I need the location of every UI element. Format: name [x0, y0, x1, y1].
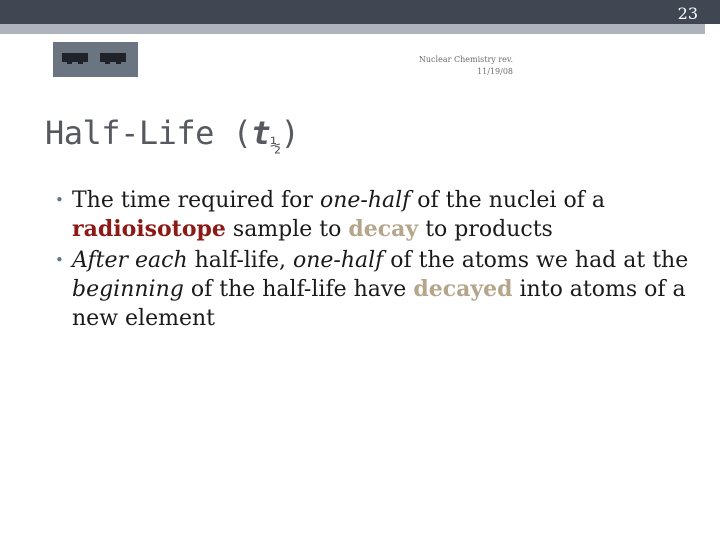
bullet-text: beginning: [72, 277, 184, 302]
bullet-text: After each: [72, 248, 188, 273]
bullet-text: sample to: [225, 217, 349, 242]
header-rule: [0, 24, 705, 34]
bullet-text: into atoms of a new element: [72, 277, 686, 331]
bullet-item: [55, 246, 695, 333]
bullet-text: The time required for: [72, 188, 320, 213]
title-symbol-letter: t: [251, 114, 271, 152]
bullet-text: one-half: [292, 248, 384, 273]
slide-number: 23: [677, 4, 698, 23]
top-bar: [0, 0, 720, 24]
header-note-line: Nuclear Chemistry rev.: [418, 55, 513, 64]
bullet-text: one-half: [319, 188, 411, 213]
title-prefix: Half-Life (: [45, 114, 252, 152]
logo: [53, 42, 138, 77]
bullet-icon: •: [55, 251, 64, 269]
bullet-text: of the atoms we had at the: [383, 248, 689, 273]
bullet-text: half-life,: [187, 248, 293, 273]
header-note: [395, 54, 513, 78]
header-note-line: 11/19/08: [477, 67, 513, 76]
bullet-text: to products: [418, 217, 553, 242]
bullet-text: decayed: [413, 276, 513, 302]
title-symbol-subscript: ½: [270, 135, 281, 156]
bullet-list: [55, 186, 695, 335]
slide-title: [45, 114, 299, 156]
logo-icon: [62, 52, 88, 64]
title-suffix: ): [280, 114, 300, 152]
bullet-icon: •: [55, 191, 64, 209]
right-edge: [705, 24, 720, 540]
bullet-text: radioisotope: [72, 216, 226, 242]
logo-icon: [100, 52, 126, 64]
bullet-item: [55, 186, 695, 244]
bullet-text: decay: [348, 216, 419, 242]
bullet-text: of the half-life have: [183, 277, 414, 302]
bullet-text: of the nuclei of a: [410, 188, 605, 213]
title-symbol: [251, 114, 281, 156]
